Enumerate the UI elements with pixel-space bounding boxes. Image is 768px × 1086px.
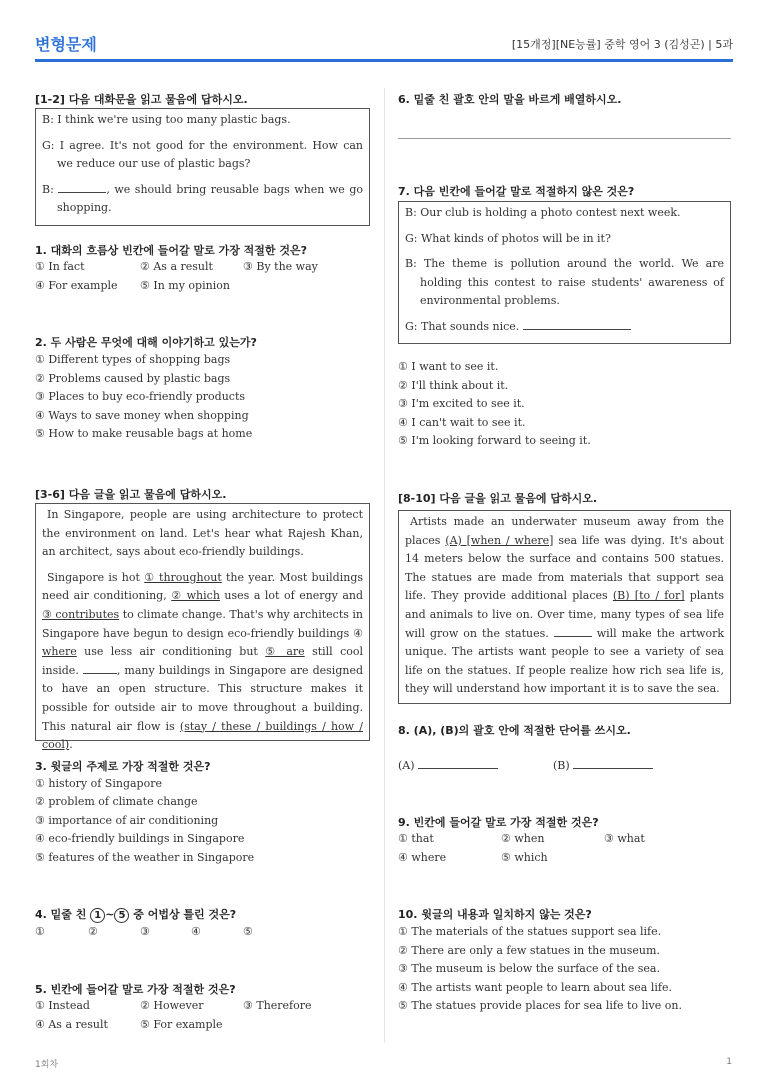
- question-3: 3. 윗글의 주제로 가장 적절한 것은?: [35, 760, 211, 773]
- dialog-box-1-2: [35, 108, 370, 226]
- option[interactable]: ② There are only a few statues in the museum.: [398, 944, 660, 957]
- question-5: 5. 빈칸에 들어갈 말로 가장 적절한 것은?: [35, 983, 236, 996]
- instruction-3-6: [3-6] 다음 글을 읽고 물음에 답하시오.: [35, 488, 227, 501]
- option[interactable]: ④ eco-friendly buildings in Singapore: [35, 832, 245, 845]
- answer-a[interactable]: (A): [398, 758, 498, 772]
- dialog-line: G: I agree. It's not good for the environment. How can we reduce our use of plastic bags?: [42, 138, 363, 171]
- option[interactable]: ⑤ How to make reusable bags at home: [35, 427, 253, 440]
- option[interactable]: ⑤ In my opinion: [140, 279, 230, 292]
- option[interactable]: ④: [191, 925, 201, 938]
- underlined-4: where: [42, 645, 77, 659]
- round-label: 1회차: [35, 1060, 59, 1070]
- underlined-1: ① throughout: [144, 570, 222, 584]
- bracket-a: (A) [when / where]: [445, 533, 554, 547]
- option[interactable]: ② Problems caused by plastic bags: [35, 372, 231, 385]
- question-7: 7. 다음 빈칸에 들어갈 말로 적절하지 않은 것은?: [398, 185, 635, 198]
- option[interactable]: ② However: [140, 999, 204, 1012]
- option[interactable]: ⑤ The statues provide places for sea life to live on.: [398, 999, 682, 1012]
- instruction-1-2: [1-2] 다음 대화문을 읽고 물음에 답하시오.: [35, 93, 248, 106]
- course-info: [15개정][NE능률] 중학 영어 3 (김성곤) | 5과: [511, 38, 733, 51]
- underlined-5: ⑤ are: [265, 645, 305, 659]
- dialog-line: B: , we should bring reusable bags when we go shopping.: [42, 182, 364, 215]
- answer-blank: [83, 663, 117, 674]
- question-10: 10. 윗글의 내용과 일치하지 않는 것은?: [398, 908, 592, 921]
- option[interactable]: ③ importance of air conditioning: [35, 814, 219, 827]
- option[interactable]: ② when: [501, 832, 545, 845]
- option[interactable]: ⑤ I'm looking forward to seeing it.: [398, 434, 591, 447]
- option[interactable]: ① The materials of the statues support sea life.: [398, 925, 662, 938]
- answer-blank: [58, 182, 106, 193]
- page-number: 1: [726, 1057, 732, 1067]
- option[interactable]: ① Instead: [35, 999, 90, 1012]
- bracket-b: (B) [to / for]: [612, 589, 685, 603]
- option[interactable]: ④ The artists want people to learn about sea life.: [398, 981, 672, 994]
- question-4: 4. 밑줄 친 1 ~ 5 중 어법상 틀린 것은?: [35, 908, 237, 921]
- page-title: 변형문제: [35, 35, 97, 54]
- underlined-bracket: (stay / these / buildings / how / cool): [42, 719, 363, 752]
- option[interactable]: ④ I can't wait to see it.: [398, 416, 526, 429]
- passage-paragraph: Artists made an underwater museum away from the places (A) [when / where] sea life was dying. It's about 14 meters below the surface and contains 500 statues. The statues are made from materials that support sea life. They provide additional places (B) [to / for] plants and animals to live on. Over time, many types of sea life will grow on the statues. will make the artwork unique. The artists want people to see a variety of sea life on the statues. If people realize how rich sea life is, they will understand how important it is to save the sea.: [405, 515, 725, 696]
- option[interactable]: ③ By the way: [243, 260, 318, 273]
- option[interactable]: ① that: [398, 832, 434, 845]
- page-header: [35, 30, 733, 58]
- option[interactable]: ① I want to see it.: [398, 360, 499, 373]
- option[interactable]: ③ Places to buy eco-friendly products: [35, 390, 246, 403]
- option[interactable]: ② As a result: [140, 260, 213, 273]
- option[interactable]: ⑤ which: [501, 851, 548, 864]
- answer-blank: [554, 626, 592, 637]
- option[interactable]: ④ As a result: [35, 1018, 108, 1031]
- answer-blank: [523, 319, 631, 330]
- column-divider: [384, 88, 385, 1043]
- option[interactable]: ① In fact: [35, 260, 85, 273]
- header-rule: [35, 59, 733, 62]
- question-9: 9. 빈칸에 들어갈 말로 가장 적절한 것은?: [398, 816, 599, 829]
- dialog-line: G: That sounds nice.: [405, 318, 724, 337]
- passage-paragraph: Singapore is hot ① throughout the year. Most buildings need air conditioning, ② which uses a lot of energy and ③ contributes to climate change. That's why architects in Singapore have begun to design eco-friendly buildings ④ where use less air conditioning but ⑤ are still cool inside. , many buildings in Singapore are designed to have an open structure. This structure makes it possible for outside air to move throughout a building. This natural air flow is (stay / these / buildings / how / cool).: [42, 570, 364, 752]
- option[interactable]: ② I'll think about it.: [398, 379, 509, 392]
- dialog-line: G: What kinds of photos will be in it?: [405, 231, 611, 245]
- option[interactable]: ① history of Singapore: [35, 777, 162, 790]
- option[interactable]: ③ what: [604, 832, 645, 845]
- option[interactable]: ③ Therefore: [243, 999, 312, 1012]
- question-1: 1. 대화의 흐름상 빈칸에 들어갈 말로 가장 적절한 것은?: [35, 244, 307, 257]
- answer-line[interactable]: [398, 138, 731, 139]
- dialog-line: B: The theme is pollution around the world. We are holding this contest to raise students' awareness of environmental problems.: [405, 257, 724, 308]
- option[interactable]: ④ Ways to save money when shopping: [35, 409, 249, 422]
- question-6: 6. 밑줄 친 괄호 안의 말을 바르게 배열하시오.: [398, 93, 622, 106]
- question-8: 8. (A), (B)의 괄호 안에 적절한 단어를 쓰시오.: [398, 724, 631, 737]
- answer-b[interactable]: (B): [553, 758, 653, 772]
- passage-paragraph: In Singapore, people are using architecture to protect the environment on land. Let's hear what Rajesh Khan, an architect, says about eco-friendly buildings.: [42, 508, 363, 559]
- instruction-8-10: [8-10] 다음 글을 읽고 물음에 답하시오.: [398, 492, 598, 505]
- dialog-line: B: Our club is holding a photo contest next week.: [405, 206, 681, 219]
- underlined-2: ② which: [171, 589, 220, 603]
- option[interactable]: ⑤ For example: [140, 1018, 223, 1031]
- option[interactable]: ④ where: [398, 851, 447, 864]
- option[interactable]: ⑤: [243, 925, 253, 938]
- dialog-line: B: I think we're using too many plastic bags.: [42, 113, 291, 126]
- option[interactable]: ② problem of climate change: [35, 795, 198, 808]
- question-2: 2. 두 사람은 무엇에 대해 이야기하고 있는가?: [35, 336, 257, 349]
- passage-box-3-6: [35, 503, 370, 752]
- dialog-box-7: [398, 201, 731, 344]
- option[interactable]: ③ I'm excited to see it.: [398, 397, 525, 410]
- option[interactable]: ⑤ features of the weather in Singapore: [35, 851, 255, 864]
- passage-box-8-10: [398, 510, 731, 704]
- underlined-3: ③ contributes: [42, 607, 120, 621]
- option[interactable]: ②: [88, 925, 98, 938]
- option[interactable]: ①: [35, 925, 45, 938]
- option[interactable]: ③: [140, 925, 150, 938]
- option[interactable]: ④ For example: [35, 279, 118, 292]
- answer-blank: [418, 758, 498, 769]
- option[interactable]: ③ The museum is below the surface of the sea.: [398, 962, 660, 975]
- option[interactable]: ① Different types of shopping bags: [35, 353, 231, 366]
- answer-blank: [573, 758, 653, 769]
